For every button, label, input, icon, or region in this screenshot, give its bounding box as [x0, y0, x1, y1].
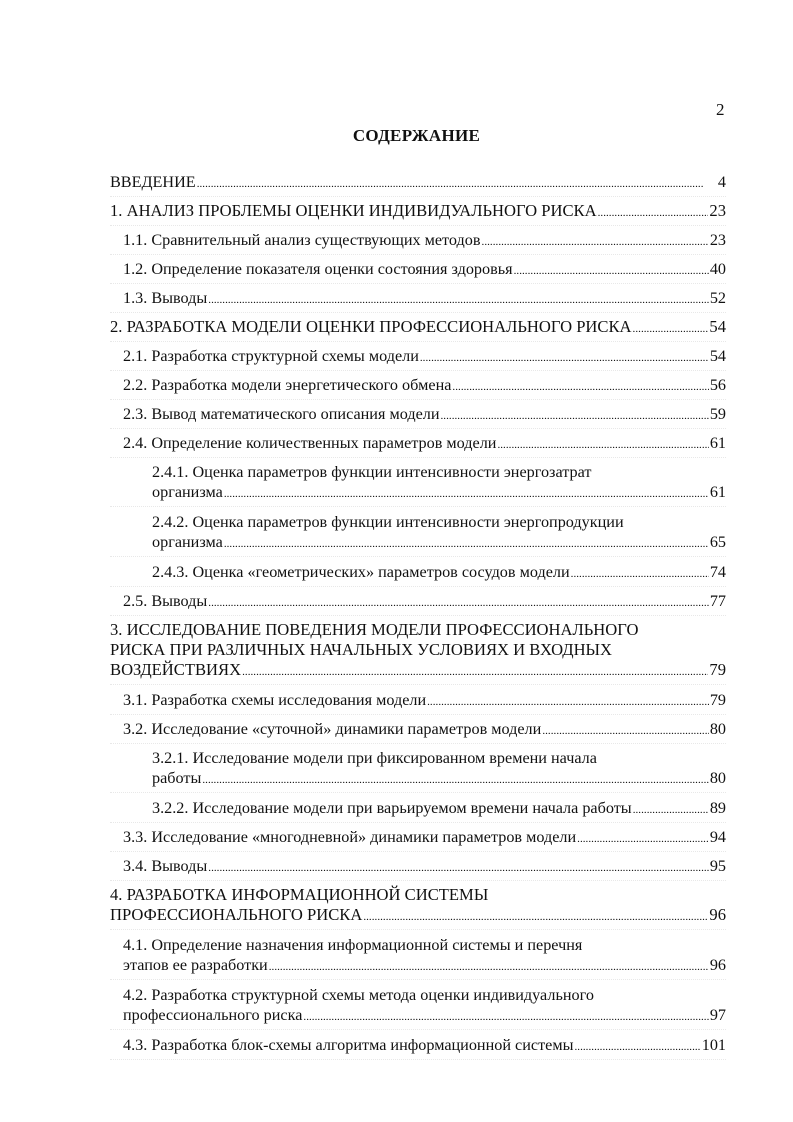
entry-divider	[110, 341, 726, 342]
toc-entry-text: 1.1. Сравнительный анализ существующих методов	[123, 231, 481, 249]
dot-leader	[202, 768, 708, 790]
entry-divider	[110, 312, 726, 313]
toc-entry[interactable]	[110, 591, 726, 613]
toc-entry-page: 74	[709, 563, 726, 581]
toc-entry[interactable]	[110, 748, 726, 790]
toc-entry-text: 2. РАЗРАБОТКА МОДЕЛИ ОЦЕНКИ ПРОФЕССИОНАЛЬНОГО РИСКА	[110, 317, 632, 336]
toc-entry-page: 65	[709, 533, 726, 551]
toc-entry[interactable]	[110, 172, 726, 194]
toc-entry-page: 54	[709, 317, 726, 336]
toc-entry-text-line: РИСКА ПРИ РАЗЛИЧНЫХ НАЧАЛЬНЫХ УСЛОВИЯХ И ВХОДНЫХ	[110, 640, 613, 659]
toc-entry-page: 54	[709, 347, 726, 365]
toc-entry[interactable]	[110, 798, 726, 820]
toc-entry-page: 80	[709, 720, 726, 738]
toc-entry-page: 95	[709, 857, 726, 875]
dot-leader	[208, 591, 709, 613]
toc-entry-page: 61	[709, 483, 726, 501]
toc-entry-text: ПРОФЕССИОНАЛЬНОГО РИСКА	[110, 905, 363, 924]
toc-entry-text-line: 2.4.2. Оценка параметров функции интенсивности энергопродукции	[152, 513, 624, 531]
toc-entry-text: 2.5. Выводы	[123, 592, 208, 610]
dot-leader	[269, 955, 709, 977]
dot-leader	[598, 201, 709, 223]
toc-entry[interactable]	[110, 935, 726, 977]
entry-divider	[110, 399, 726, 400]
entry-divider	[110, 254, 726, 255]
dot-leader	[224, 482, 709, 504]
dot-leader	[303, 1005, 708, 1027]
dot-leader	[633, 317, 709, 339]
dot-leader	[577, 827, 709, 849]
toc-entry[interactable]	[110, 346, 726, 368]
toc-entry-page: 97	[709, 1006, 726, 1024]
toc-entry-text: 2.3. Вывод математического описания модели	[123, 405, 440, 423]
dot-leader	[242, 660, 708, 682]
dot-leader	[208, 288, 709, 310]
toc-entry-text: 3.2.2. Исследование модели при варьируемом времени начала работы	[152, 799, 632, 817]
dot-leader	[542, 719, 709, 741]
toc-entry-text: 3.4. Выводы	[123, 857, 208, 875]
toc-entry-text: 3.2. Исследование «суточной» динамики параметров модели	[123, 720, 542, 738]
toc-entry-text-line: 4. РАЗРАБОТКА ИНФОРМАЦИОННОЙ СИСТЕМЫ	[110, 885, 489, 904]
dot-leader	[427, 690, 709, 712]
toc-entry-page: 56	[709, 376, 726, 394]
toc-entry-text: ВОЗДЕЙСТВИЯХ	[110, 660, 242, 679]
entry-divider	[110, 556, 726, 557]
toc-entry[interactable]	[110, 827, 726, 849]
toc-entry-text: работы	[152, 769, 202, 787]
dot-leader	[224, 532, 709, 554]
entry-divider	[110, 225, 726, 226]
toc-entry-text: организма	[152, 483, 223, 501]
toc-entry-text-line: 2.4.1. Оценка параметров функции интенсивности энергозатрат	[152, 463, 592, 481]
toc-entry[interactable]	[110, 719, 726, 741]
entry-divider	[110, 506, 726, 507]
toc-entry-text: 1.3. Выводы	[123, 289, 208, 307]
toc-entry-page: 79	[709, 691, 726, 709]
dot-leader	[514, 259, 709, 281]
toc-entry[interactable]	[110, 317, 726, 339]
toc-entry-page: 94	[709, 828, 726, 846]
toc-entry[interactable]	[110, 512, 726, 554]
entry-divider	[110, 615, 726, 616]
toc-entry-page: 77	[709, 592, 726, 610]
toc-entry-text: этапов ее разработки	[123, 956, 268, 974]
toc-entry-text: 4.3. Разработка блок-схемы алгоритма информационной системы	[123, 1036, 574, 1054]
entry-divider	[110, 196, 726, 197]
dot-leader	[208, 856, 709, 878]
entry-divider	[110, 370, 726, 371]
toc-entry-text: 3.1. Разработка схемы исследования модели	[123, 691, 427, 709]
dot-leader	[452, 375, 708, 397]
entry-divider	[110, 743, 726, 744]
dot-leader	[571, 562, 709, 584]
toc-entry-text: организма	[152, 533, 223, 551]
toc-entry[interactable]	[110, 433, 726, 455]
dot-leader	[441, 404, 709, 426]
entry-divider	[110, 792, 726, 793]
toc-entry-text: 2.4.3. Оценка «геометрических» параметров сосудов модели	[152, 563, 570, 581]
toc-entry[interactable]	[110, 1035, 726, 1057]
dot-leader	[574, 1035, 700, 1057]
entry-divider	[110, 929, 726, 930]
toc-entry-page: 23	[709, 201, 726, 220]
toc-entry-page: 23	[709, 231, 726, 249]
toc-entry-text-line: 4.1. Определение назначения информационной системы и перечня	[123, 936, 583, 954]
entry-divider	[110, 851, 726, 852]
dot-leader	[197, 172, 717, 194]
toc-entry-text: 1. АНАЛИЗ ПРОБЛЕМЫ ОЦЕНКИ ИНДИВИДУАЛЬНОГО РИСКА	[110, 201, 597, 220]
toc-entry-page: 80	[709, 769, 726, 787]
toc-entry-page: 52	[709, 289, 726, 307]
page-number: 2	[716, 100, 725, 119]
entry-divider	[110, 880, 726, 881]
toc-entry-text: 1.2. Определение показателя оценки состояния здоровья	[123, 260, 513, 278]
toc-entry-page: 79	[709, 660, 726, 679]
toc-entry[interactable]	[110, 201, 726, 223]
entry-divider	[110, 979, 726, 980]
toc-entry-text-line: 3.2.1. Исследование модели при фиксированном времени начала	[152, 749, 597, 767]
toc-entry[interactable]	[110, 259, 726, 281]
toc-entry-text: 2.1. Разработка структурной схемы модели	[123, 347, 419, 365]
toc-entry-text-line: 4.2. Разработка структурной схемы метода оценки индивидуального	[123, 986, 594, 1004]
toc-title: СОДЕРЖАНИЕ	[352, 126, 481, 145]
dot-leader	[363, 905, 708, 927]
entry-divider	[110, 428, 726, 429]
toc-entry[interactable]	[110, 230, 726, 252]
entry-divider	[110, 684, 726, 685]
toc-entry-page: 40	[709, 260, 726, 278]
toc-entry-text: ВВЕДЕНИЕ	[110, 173, 196, 191]
dot-leader	[633, 798, 709, 820]
dot-leader	[497, 433, 708, 455]
toc-entry-text: профессионального риска	[123, 1006, 303, 1024]
toc-entry[interactable]	[110, 375, 726, 397]
toc-entry-page: 101	[701, 1036, 726, 1054]
entry-divider	[110, 1029, 726, 1030]
dot-leader	[482, 230, 709, 252]
toc-entry-page: 96	[709, 956, 726, 974]
toc-entry-page: 61	[709, 434, 726, 452]
toc-entry[interactable]	[110, 404, 726, 426]
toc-entry-text: 3.3. Исследование «многодневной» динамики параметров модели	[123, 828, 577, 846]
toc-entry[interactable]	[110, 690, 726, 712]
entry-divider	[110, 283, 726, 284]
toc-entry[interactable]	[110, 288, 726, 310]
entry-divider	[110, 586, 726, 587]
toc-entry-page: 4	[717, 173, 726, 191]
entry-divider	[110, 822, 726, 823]
toc-entry[interactable]	[110, 985, 726, 1027]
toc-entry[interactable]	[110, 620, 726, 682]
toc-entry-page: 96	[709, 905, 726, 924]
toc-entry-text: 2.4. Определение количественных параметров модели	[123, 434, 497, 452]
toc-entry[interactable]	[110, 856, 726, 878]
toc-entry-text-line: 3. ИССЛЕДОВАНИЕ ПОВЕДЕНИЯ МОДЕЛИ ПРОФЕССИОНАЛЬНОГО	[110, 620, 639, 639]
entry-divider	[110, 714, 726, 715]
entry-divider	[110, 1059, 726, 1060]
toc-entry-text: 2.2. Разработка модели энергетического обмена	[123, 376, 452, 394]
toc-entry[interactable]	[110, 885, 726, 927]
toc-entry-page: 59	[709, 405, 726, 423]
toc-entry[interactable]	[110, 462, 726, 504]
dot-leader	[420, 346, 709, 368]
entry-divider	[110, 457, 726, 458]
toc-entry-page: 89	[709, 799, 726, 817]
toc-entry[interactable]	[110, 562, 726, 584]
